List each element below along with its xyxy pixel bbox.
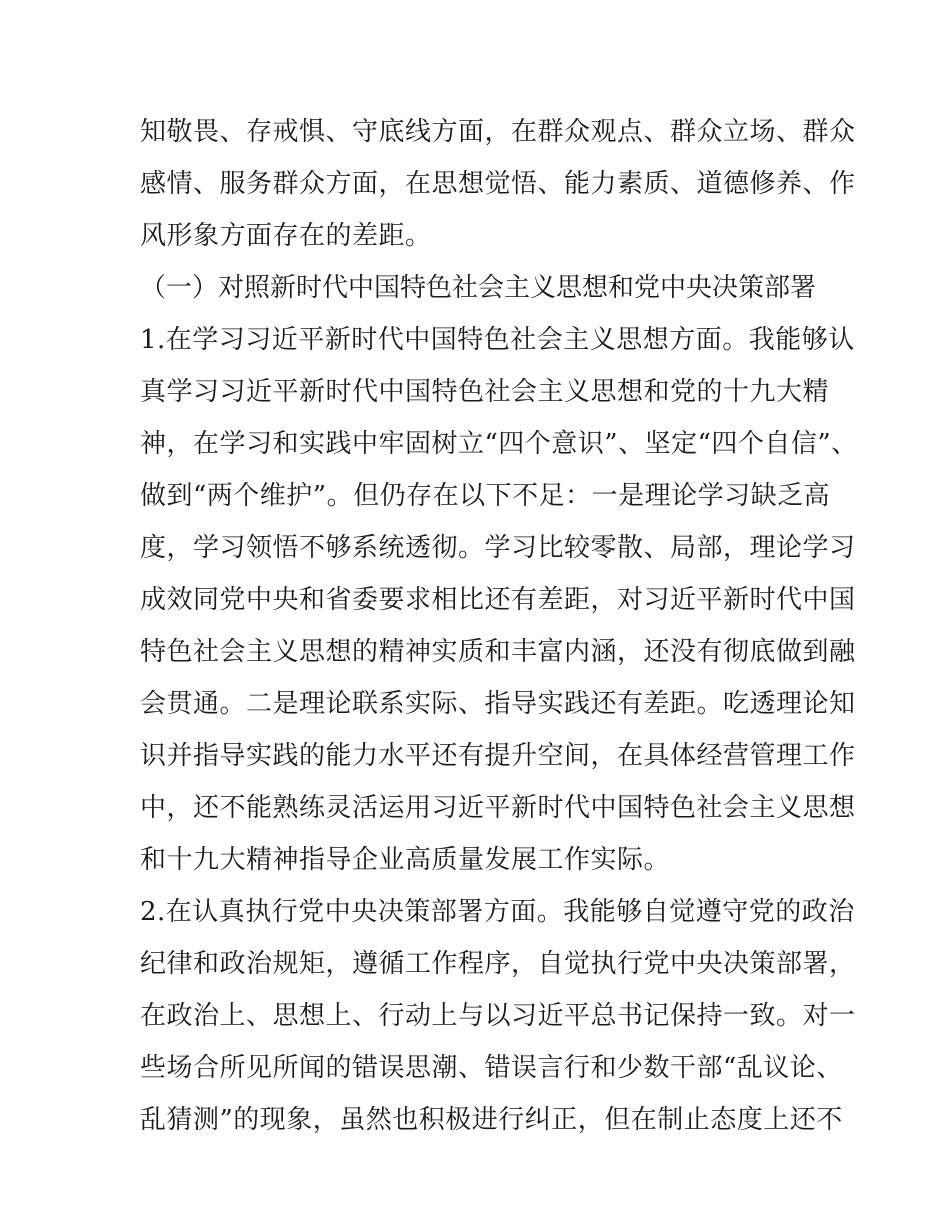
- text-line: 1.在学习习近平新时代中国特色社会主义思想方面。我能够认: [140, 325, 855, 355]
- text-line: 真学习习近平新时代中国特色社会主义思想和党的十九大精: [140, 377, 830, 407]
- text-line: 神，在学习和实践中牢固树立“四个意识”、坚定“四个自信”、: [140, 429, 858, 459]
- text-line: 识并指导实践的能力水平还有提升空间，在具体经营管理工作: [140, 741, 856, 771]
- text-line: 知敬畏、存戒惧、守底线方面，在群众观点、群众立场、群众: [140, 117, 856, 147]
- text-line: 做到“两个维护”。但仍存在以下不足：一是理论学习缺乏高: [140, 481, 831, 511]
- text-line: 成效同党中央和省委要求相比还有差距，对习近平新时代中国: [140, 585, 856, 615]
- text-line: 纪律和政治规矩，遵循工作程序，自觉执行党中央决策部署，: [140, 949, 856, 979]
- text-line: 特色社会主义思想的精神实质和丰富内涵，还没有彻底做到融: [140, 637, 856, 667]
- text-line: 风形象方面存在的差距。: [140, 221, 432, 251]
- text-line: 中，还不能熟练灵活运用习近平新时代中国特色社会主义思想: [140, 793, 856, 823]
- text-line: 2.在认真执行党中央决策部署方面。我能够自觉遵守党的政治: [140, 897, 855, 927]
- section-heading: （一）对照新时代中国特色社会主义思想和党中央决策部署: [140, 273, 817, 303]
- text-line: 些场合所见所闻的错误思潮、错误言行和少数干部“乱议论、: [140, 1053, 843, 1083]
- text-line: 感情、服务群众方面，在思想觉悟、能力素质、道德修养、作: [140, 169, 856, 199]
- document-body: [140, 106, 858, 1146]
- text-line: 和十九大精神指导企业高质量发展工作实际。: [140, 845, 671, 875]
- text-line: 乱猜测”的现象，虽然也积极进行纠正，但在制止态度上还不: [140, 1105, 843, 1135]
- text-line: 在政治上、思想上、行动上与以习近平总书记保持一致。对一: [140, 1001, 856, 1031]
- text-line: 度，学习领悟不够系统透彻。学习比较零散、局部，理论学习: [140, 533, 856, 563]
- text-line: 会贯通。二是理论联系实际、指导实践还有差距。吃透理论知: [140, 689, 856, 719]
